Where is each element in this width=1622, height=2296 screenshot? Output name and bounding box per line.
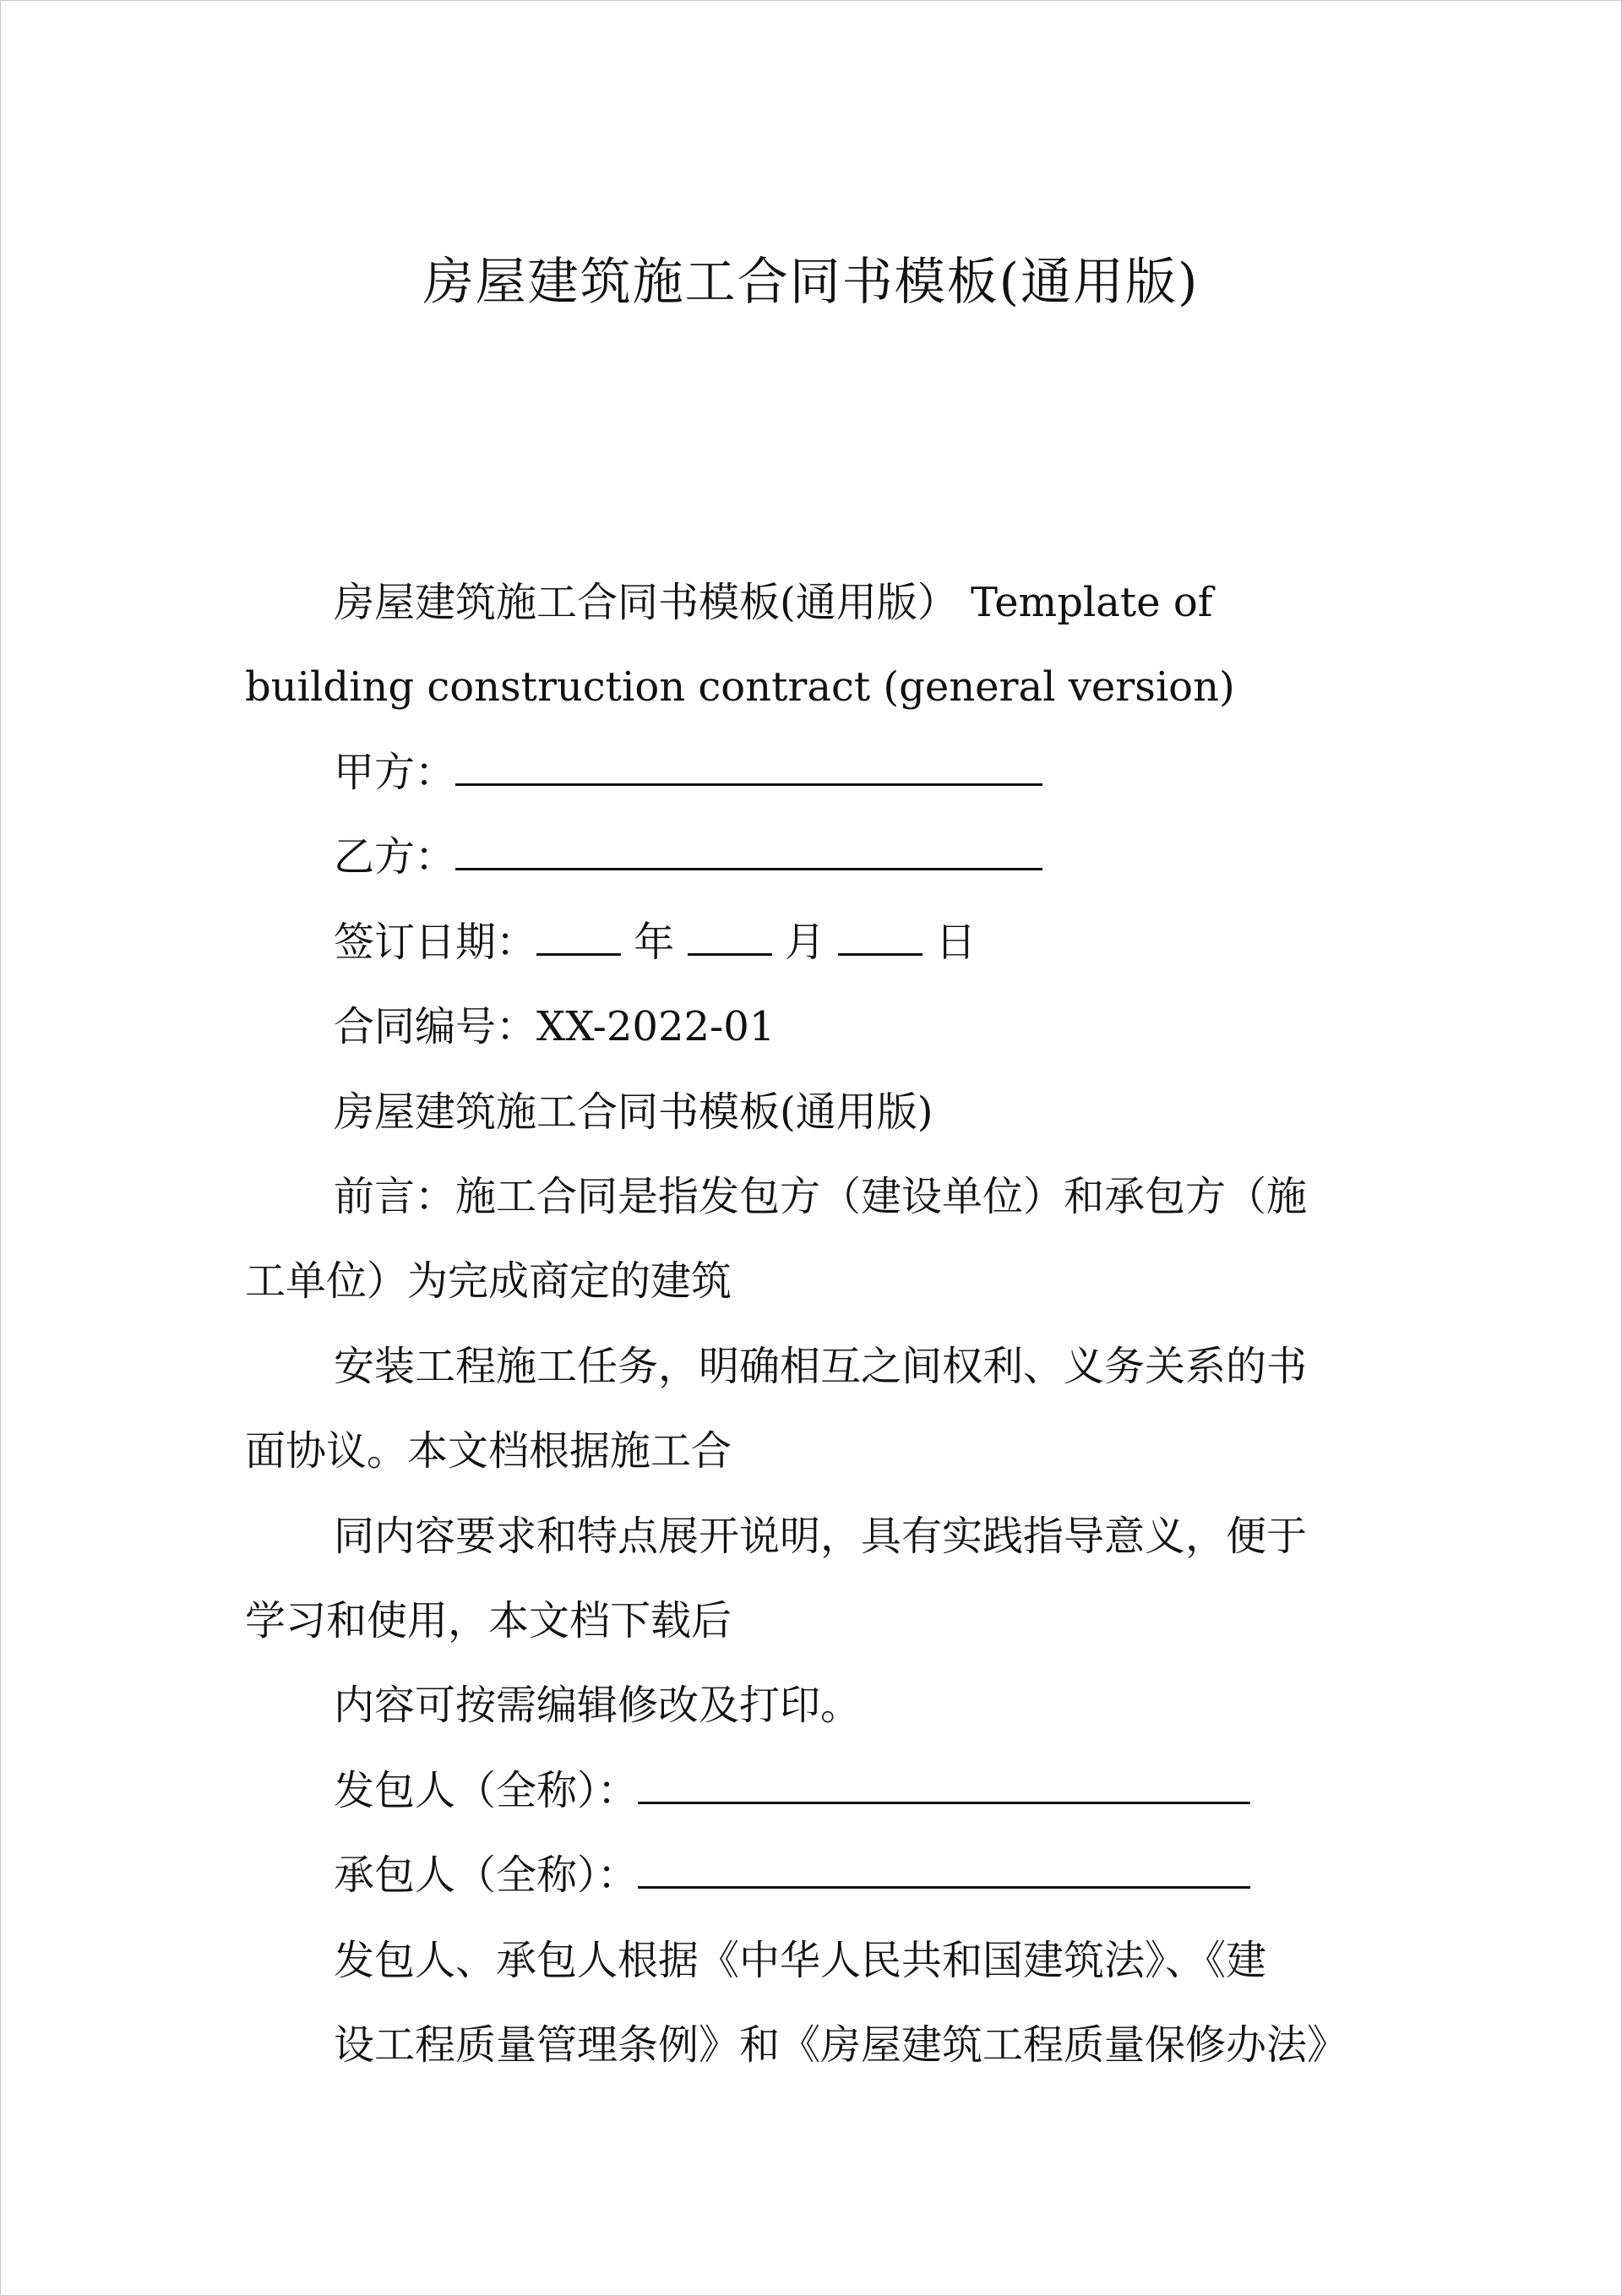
preface-p2-line2: 面协议。本文档根据施工合	[245, 1427, 732, 1475]
party-b-label: 乙方：	[334, 833, 456, 881]
contractor-row	[334, 1852, 1250, 1901]
preface-p3-line2: 学习和使用，本文档下载后	[245, 1597, 732, 1644]
preface-p1-line2: 工单位）为完成商定的建筑	[245, 1257, 732, 1305]
preface-p3-line1: 同内容要求和特点展开说明，具有实践指导意义，便于	[334, 1513, 1308, 1560]
sign-month-blank[interactable]	[688, 919, 772, 956]
preface-p1-line1: 前言：施工合同是指发包方（建设单位）和承包方（施	[334, 1173, 1308, 1220]
preface-p2-line1: 安装工程施工任务，明确相互之间权利、义务关系的书	[334, 1343, 1308, 1390]
sign-day-label: 日	[935, 919, 977, 966]
document-title: 房屋建筑施工合同书模板(通用版)	[422, 253, 1200, 312]
party-b-row	[334, 833, 1042, 882]
sign-year-label: 年	[634, 919, 675, 966]
subtitle: 房屋建筑施工合同书模板(通用版)	[334, 1088, 933, 1136]
party-a-row	[334, 749, 1042, 798]
basis-line-2: 设工程质量管理条例》和《房屋建筑工程质量保修办法》	[334, 2021, 1348, 2069]
employer-row	[334, 1767, 1250, 1816]
employer-label: 发包人（全称）：	[334, 1767, 639, 1814]
sign-date-label: 签订日期：	[334, 919, 537, 966]
party-a-label: 甲方：	[334, 749, 456, 796]
employer-blank[interactable]	[638, 1768, 1250, 1804]
sign-year-blank[interactable]	[536, 919, 621, 956]
party-a-blank[interactable]	[455, 750, 1042, 786]
contract-no-row	[334, 1003, 775, 1052]
contractor-label: 承包人（全称）：	[334, 1852, 639, 1899]
sign-date-row	[334, 919, 976, 968]
party-b-blank[interactable]	[455, 834, 1042, 870]
contract-no-label: 合同编号：	[334, 1003, 537, 1050]
basis-line-1: 发包人、承包人根据《中华人民共和国建筑法》、《建	[334, 1937, 1267, 1984]
intro-line-2: building construction contract (general version)	[245, 663, 1235, 711]
contractor-blank[interactable]	[638, 1852, 1250, 1889]
contract-no-value: XX-2022-01	[536, 1003, 776, 1050]
intro-line-1: 房屋建筑施工合同书模板(通用版） Template of	[334, 579, 1213, 626]
sign-month-label: 月	[784, 919, 825, 966]
preface-p4-line1: 内容可按需编辑修改及打印。	[334, 1682, 862, 1729]
sign-day-blank[interactable]	[838, 919, 923, 956]
